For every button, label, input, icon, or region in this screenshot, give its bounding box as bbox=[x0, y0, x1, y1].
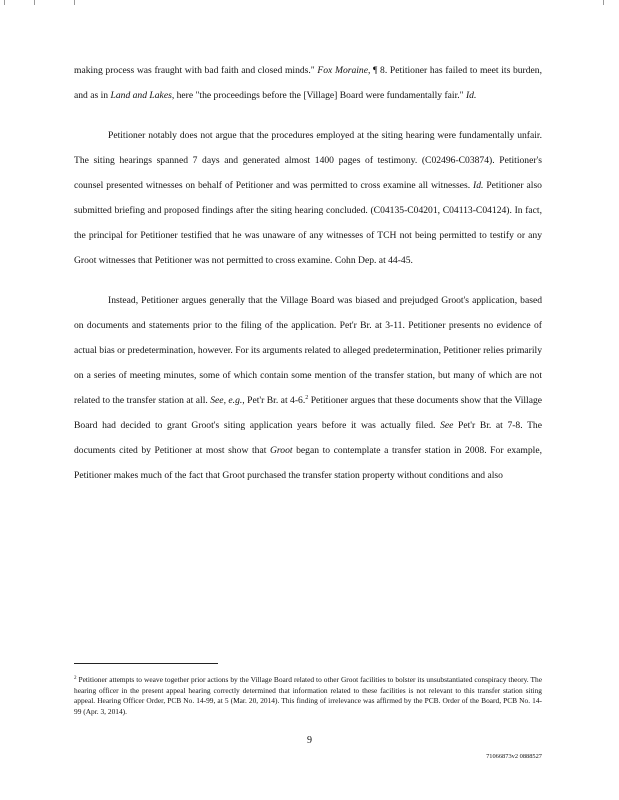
text-run: making process was fraught with bad faith and closed minds." bbox=[74, 65, 318, 76]
paragraph-3 bbox=[74, 288, 542, 488]
citation-signal: Id. bbox=[473, 180, 484, 191]
text-run: Instead, Petitioner argues generally that the Village Board was biased and prejudged Groot's application, based on documents and statements prior to the filing of the application. Pet'r Br. at 3-11. Petitioner presents no evidence of actual bias or predetermination, however. For its arguments related to alleged predetermination, Petitioner relies primarily on a series of meeting minutes, some of which contain some mention of the transfer station, but many of which are not related to the transfer station at all. bbox=[74, 295, 542, 406]
document-body bbox=[74, 58, 542, 488]
case-citation: Land and Lakes bbox=[110, 90, 172, 101]
text-run: Petitioner argues that these documents show that the Village Board had decided to grant Groot's siting application years before it was actually filed. bbox=[74, 395, 543, 431]
footnote-text: Petitioner attempts to weave together prior actions by the Village Board related to other Groot facilities to bolster its unsubstantiated conspiracy theory. The hearing officer in the present appeal hearing correctly determined that information related to these facilities is not relevant to this transfer station siting appeal. Hearing Officer Order, PCB No. 14-99, at 5 (Mar. 20, 2014). This finding of irrelevance was affirmed by the PCB. Order of the Board, PCB No. 14-99 (Apr. 3, 2014). bbox=[74, 675, 542, 716]
paragraph-2 bbox=[74, 123, 542, 273]
footnote-separator bbox=[74, 663, 218, 664]
citation-signal: See bbox=[440, 420, 454, 431]
footnote-number: 2 bbox=[74, 676, 77, 681]
scan-edge-marks bbox=[0, 0, 619, 8]
text-run: , Pet'r Br. at 4-6. bbox=[242, 395, 306, 406]
footnote-reference: 2 bbox=[305, 395, 309, 401]
party-name: Groot bbox=[269, 445, 293, 456]
text-run: Petitioner also submitted briefing and proposed findings after the siting hearing concluded. (C04135-C04201, C04113-C04124). In fact, the principal for Petitioner testified that he was unaware of any witnesses of TCH not being permitted to testify or any Groot witnesses that Petitioner was not permitted to cross examine. Cohn Dep. at 44-45. bbox=[74, 180, 542, 266]
text-run: , here "the proceedings before the [Village] Board were fundamentally fair." bbox=[171, 90, 466, 101]
document-id: 71066873v2 0888527 bbox=[486, 753, 542, 760]
text-run: Pet'r Br. at 7-8. The documents cited by Petitioner at most show that bbox=[74, 420, 542, 456]
case-citation: Fox Moraine bbox=[317, 65, 368, 76]
citation-signal: See, e.g. bbox=[210, 395, 243, 406]
paragraph-1 bbox=[74, 58, 542, 108]
footnote bbox=[74, 675, 542, 717]
citation-signal: Id. bbox=[465, 90, 477, 101]
text-run: , ¶ 8. Petitioner has failed to meet its burden, and as in bbox=[74, 65, 543, 101]
page-number: 9 bbox=[307, 735, 312, 746]
text-run: began to contemplate a transfer station in 2008. For example, Petitioner makes much of the fact that Groot purchased the transfer station property without conditions and also bbox=[74, 445, 542, 481]
text-run: Petitioner notably does not argue that the procedures employed at the siting hearing were fundamentally unfair. The siting hearings spanned 7 days and generated almost 1400 pages of testimony. (C02496-C03874). Petitioner's counsel presented witnesses on behalf of Petitioner and was permitted to cross examine all witnesses. bbox=[74, 130, 542, 191]
